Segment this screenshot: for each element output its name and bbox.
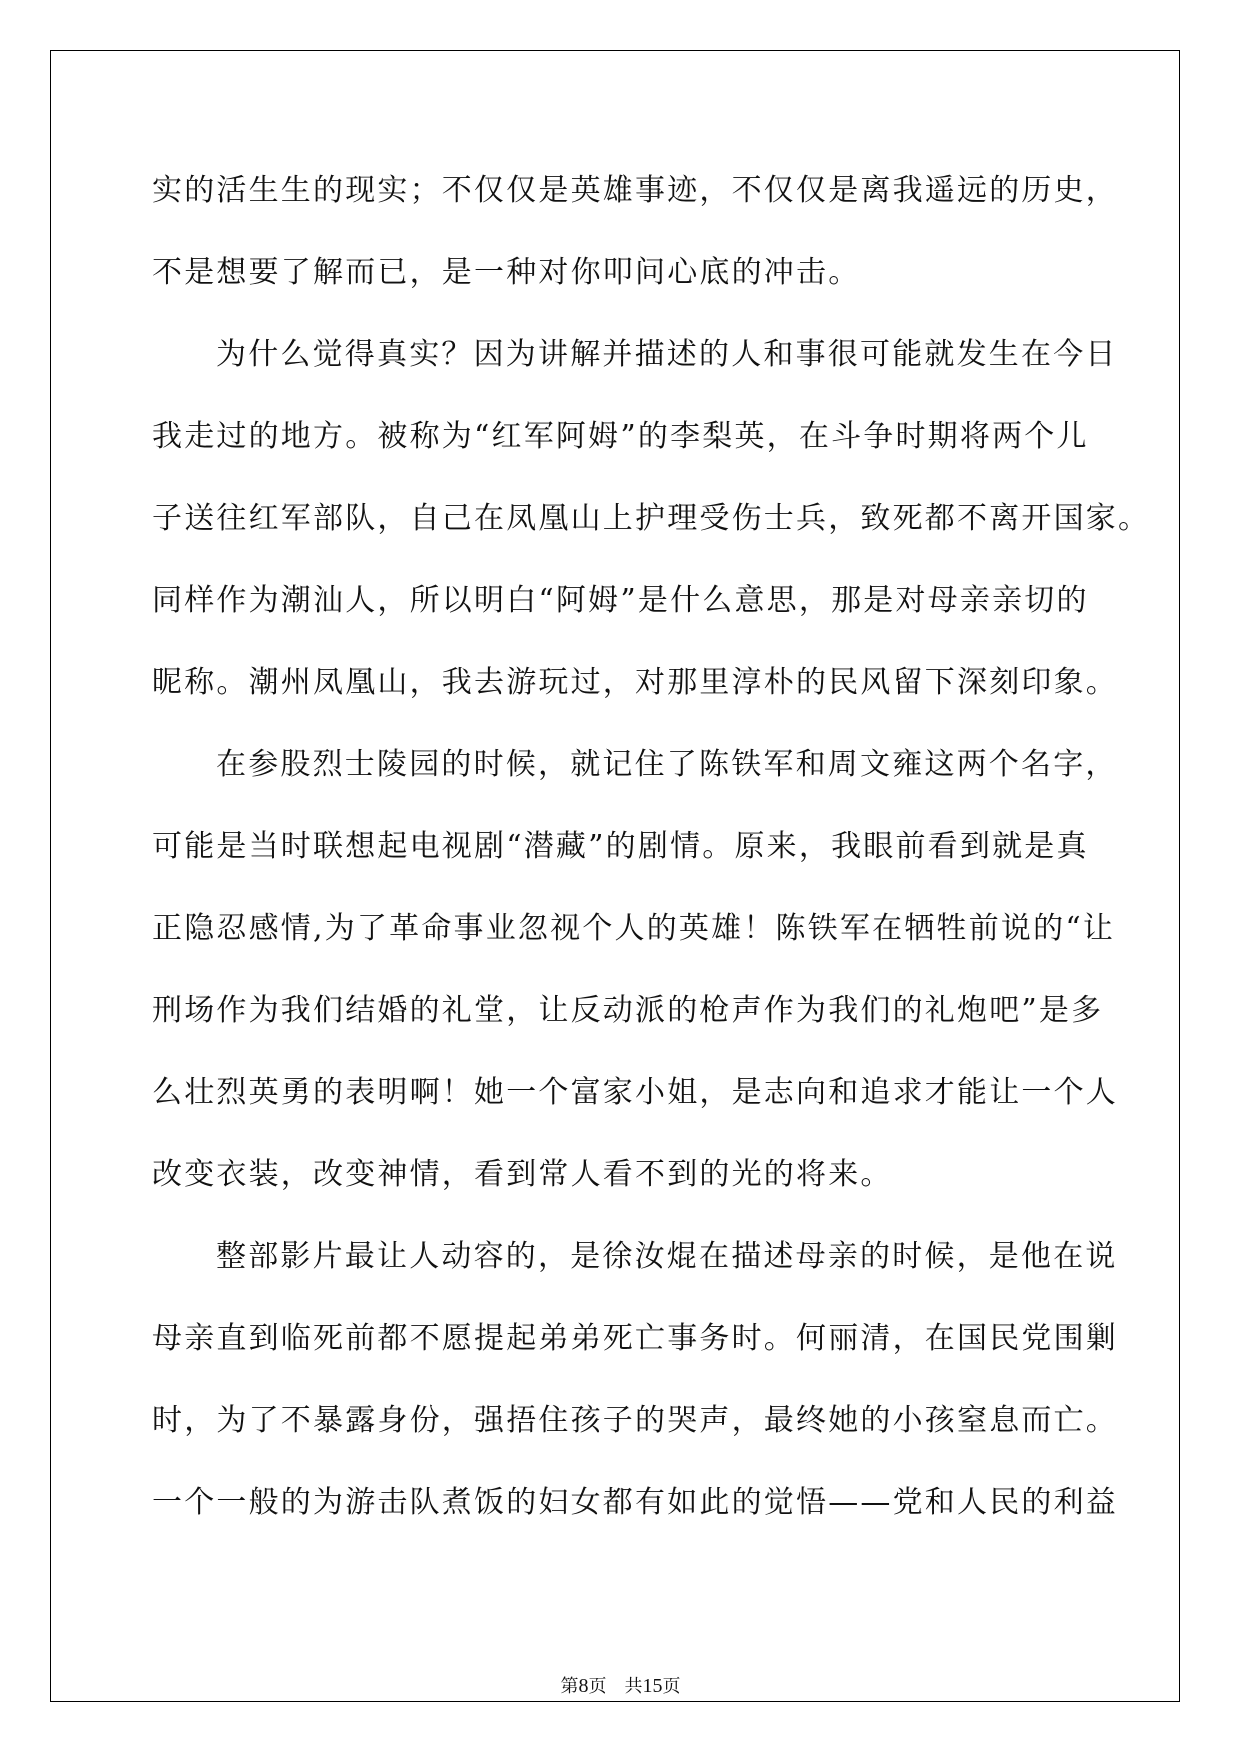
text-line: 子送往红军部队，自己在凤凰山上护理受伤士兵，致死都不离开国家。: [152, 501, 1151, 536]
text-line: 母亲直到临死前都不愿提起弟弟死亡事务时。何丽清，在国民党围剿: [152, 1321, 1118, 1356]
text-line: 时，为了不暴露身份，强捂住孩子的哭声，最终她的小孩窒息而亡。: [152, 1403, 1118, 1438]
text-line: 改变衣装，改变神情，看到常人看不到的光的将来。: [152, 1157, 893, 1192]
text-line: 在参股烈士陵园的时候，就记住了陈铁军和周文雍这两个名字，: [216, 747, 1118, 782]
footer-prefix: 第: [560, 1676, 579, 1697]
total-page-count: 15: [642, 1675, 663, 1697]
text-line: 不是想要了解而已，是一种对你叩问心底的冲击。: [152, 255, 861, 290]
current-page-number: 8: [578, 1675, 589, 1697]
page-footer: [0, 1672, 1241, 1698]
text-line: 刑场作为我们结婚的礼堂，让反动派的枪声作为我们的礼炮吧”是多: [152, 993, 1104, 1028]
text-line: 可能是当时联想起电视剧“潜藏”的剧情。原来，我眼前看到就是真: [152, 829, 1089, 864]
text-line: 正隐忍感情,为了革命事业忽视个人的英雄！陈铁军在牺牲前说的“让: [152, 911, 1116, 946]
footer-middle: 页 共: [588, 1676, 643, 1697]
text-line: 整部影片最让人动容的，是徐汝焜在描述母亲的时候，是他在说: [216, 1239, 1118, 1274]
footer-suffix: 页: [662, 1676, 681, 1697]
text-line: 一个一般的为游击队煮饭的妇女都有如此的觉悟——党和人民的利益: [152, 1485, 1118, 1520]
text-line: 同样作为潮汕人，所以明白“阿姆”是什么意思，那是对母亲亲切的: [152, 583, 1089, 618]
text-line: 为什么觉得真实？因为讲解并描述的人和事很可能就发生在今日: [216, 337, 1118, 372]
text-line: 么壮烈英勇的表明啊！她一个富家小姐，是志向和追求才能让一个人: [152, 1075, 1118, 1110]
text-line: 昵称。潮州凤凰山，我去游玩过，对那里淳朴的民风留下深刻印象。: [152, 665, 1118, 700]
text-line: 我走过的地方。被称为“红军阿姆”的李梨英，在斗争时期将两个儿: [152, 419, 1089, 454]
text-line: 实的活生生的现实；不仅仅是英雄事迹，不仅仅是离我遥远的历史，: [152, 173, 1118, 208]
document-body: [152, 160, 1151, 1554]
